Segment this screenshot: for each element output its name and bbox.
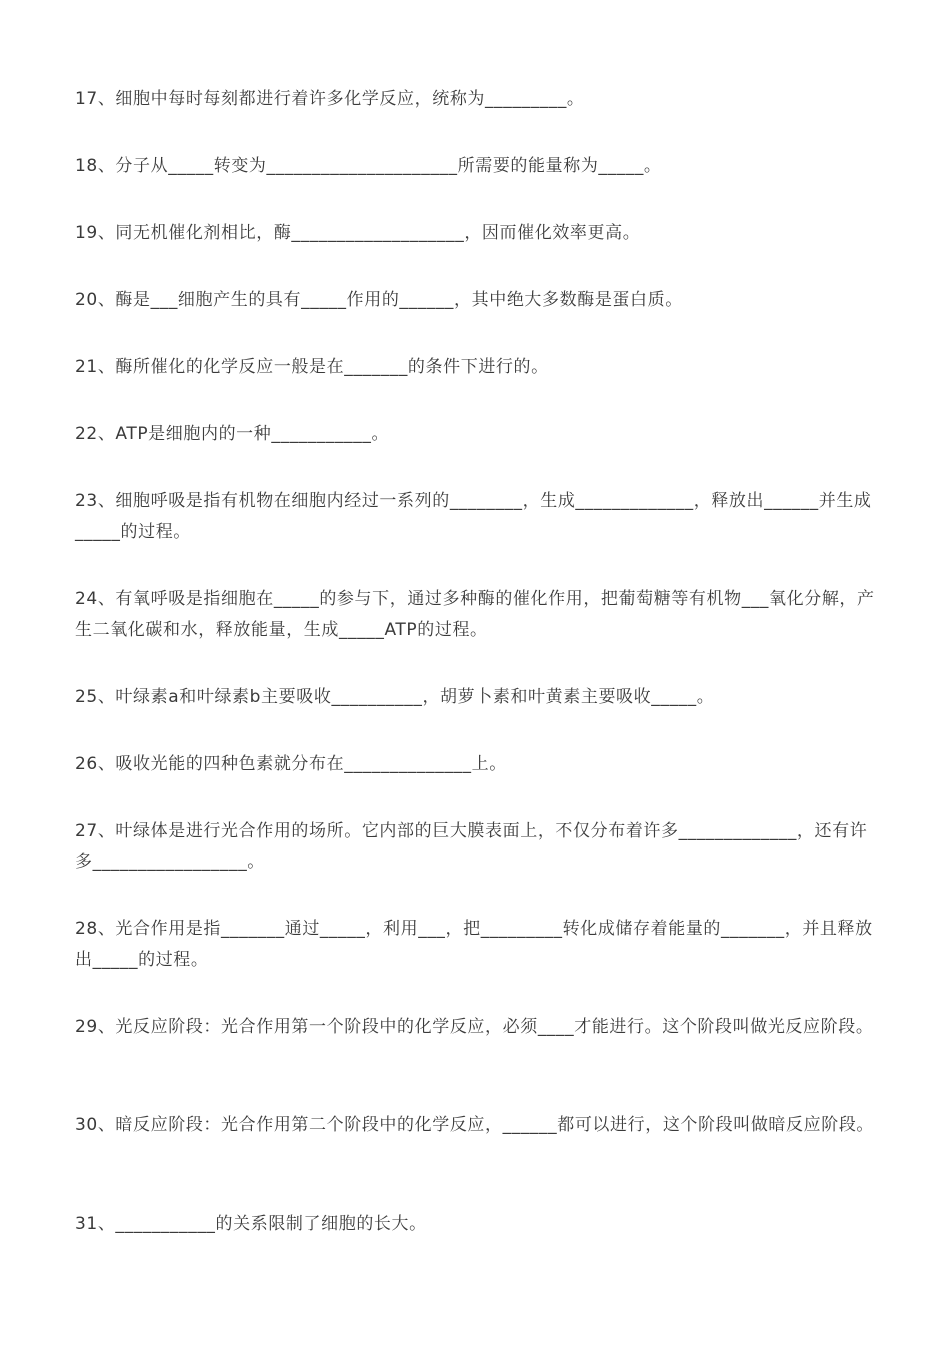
question-21: 21、酶所催化的化学反应一般是在_______的条件下进行的。 bbox=[75, 357, 549, 377]
question-22: 22、ATP是细胞内的一种___________。 bbox=[75, 424, 390, 444]
question-29: 29、光反应阶段：光合作用第一个阶段中的化学反应，必须____才能进行。这个阶段叫做光反应阶段。 bbox=[75, 1017, 874, 1037]
question-27: 27、叶绿体是进行光合作用的场所。它内部的巨大膜表面上，不仅分布着许多_____________，还有许多_________________。 bbox=[75, 821, 868, 872]
question-28: 28、光合作用是指_______通过_____，利用___，把_________转化成储存着能量的_______，并且释放出_____的过程。 bbox=[75, 919, 873, 970]
question-20: 20、酶是___细胞产生的具有_____作用的______，其中绝大多数酶是蛋白质。 bbox=[75, 290, 683, 310]
question-23: 23、细胞呼吸是指有机物在细胞内经过一系列的________，生成_____________，释放出______并生成_____的过程。 bbox=[75, 491, 872, 542]
question-26: 26、吸收光能的四种色素就分布在______________上。 bbox=[75, 754, 507, 774]
question-19: 19、同无机催化剂相比，酶___________________，因而催化效率更高。 bbox=[75, 223, 641, 243]
question-25: 25、叶绿素a和叶绿素b主要吸收__________，胡萝卜素和叶黄素主要吸收_____。 bbox=[75, 687, 715, 707]
question-17: 17、细胞中每时每刻都进行着许多化学反应，统称为_________。 bbox=[75, 89, 585, 109]
question-30: 30、暗反应阶段：光合作用第二个阶段中的化学反应，______都可以进行，这个阶段叫做暗反应阶段。 bbox=[75, 1115, 875, 1135]
question-24: 24、有氧呼吸是指细胞在_____的参与下，通过多种酶的催化作用，把葡萄糖等有机物___氧化分解，产生二氧化碳和水，释放能量，生成_____ATP的过程。 bbox=[75, 589, 875, 640]
question-31: 31、___________的关系限制了细胞的长大。 bbox=[75, 1214, 427, 1234]
question-18: 18、分子从_____转变为_____________________所需要的能量称为_____。 bbox=[75, 156, 662, 176]
